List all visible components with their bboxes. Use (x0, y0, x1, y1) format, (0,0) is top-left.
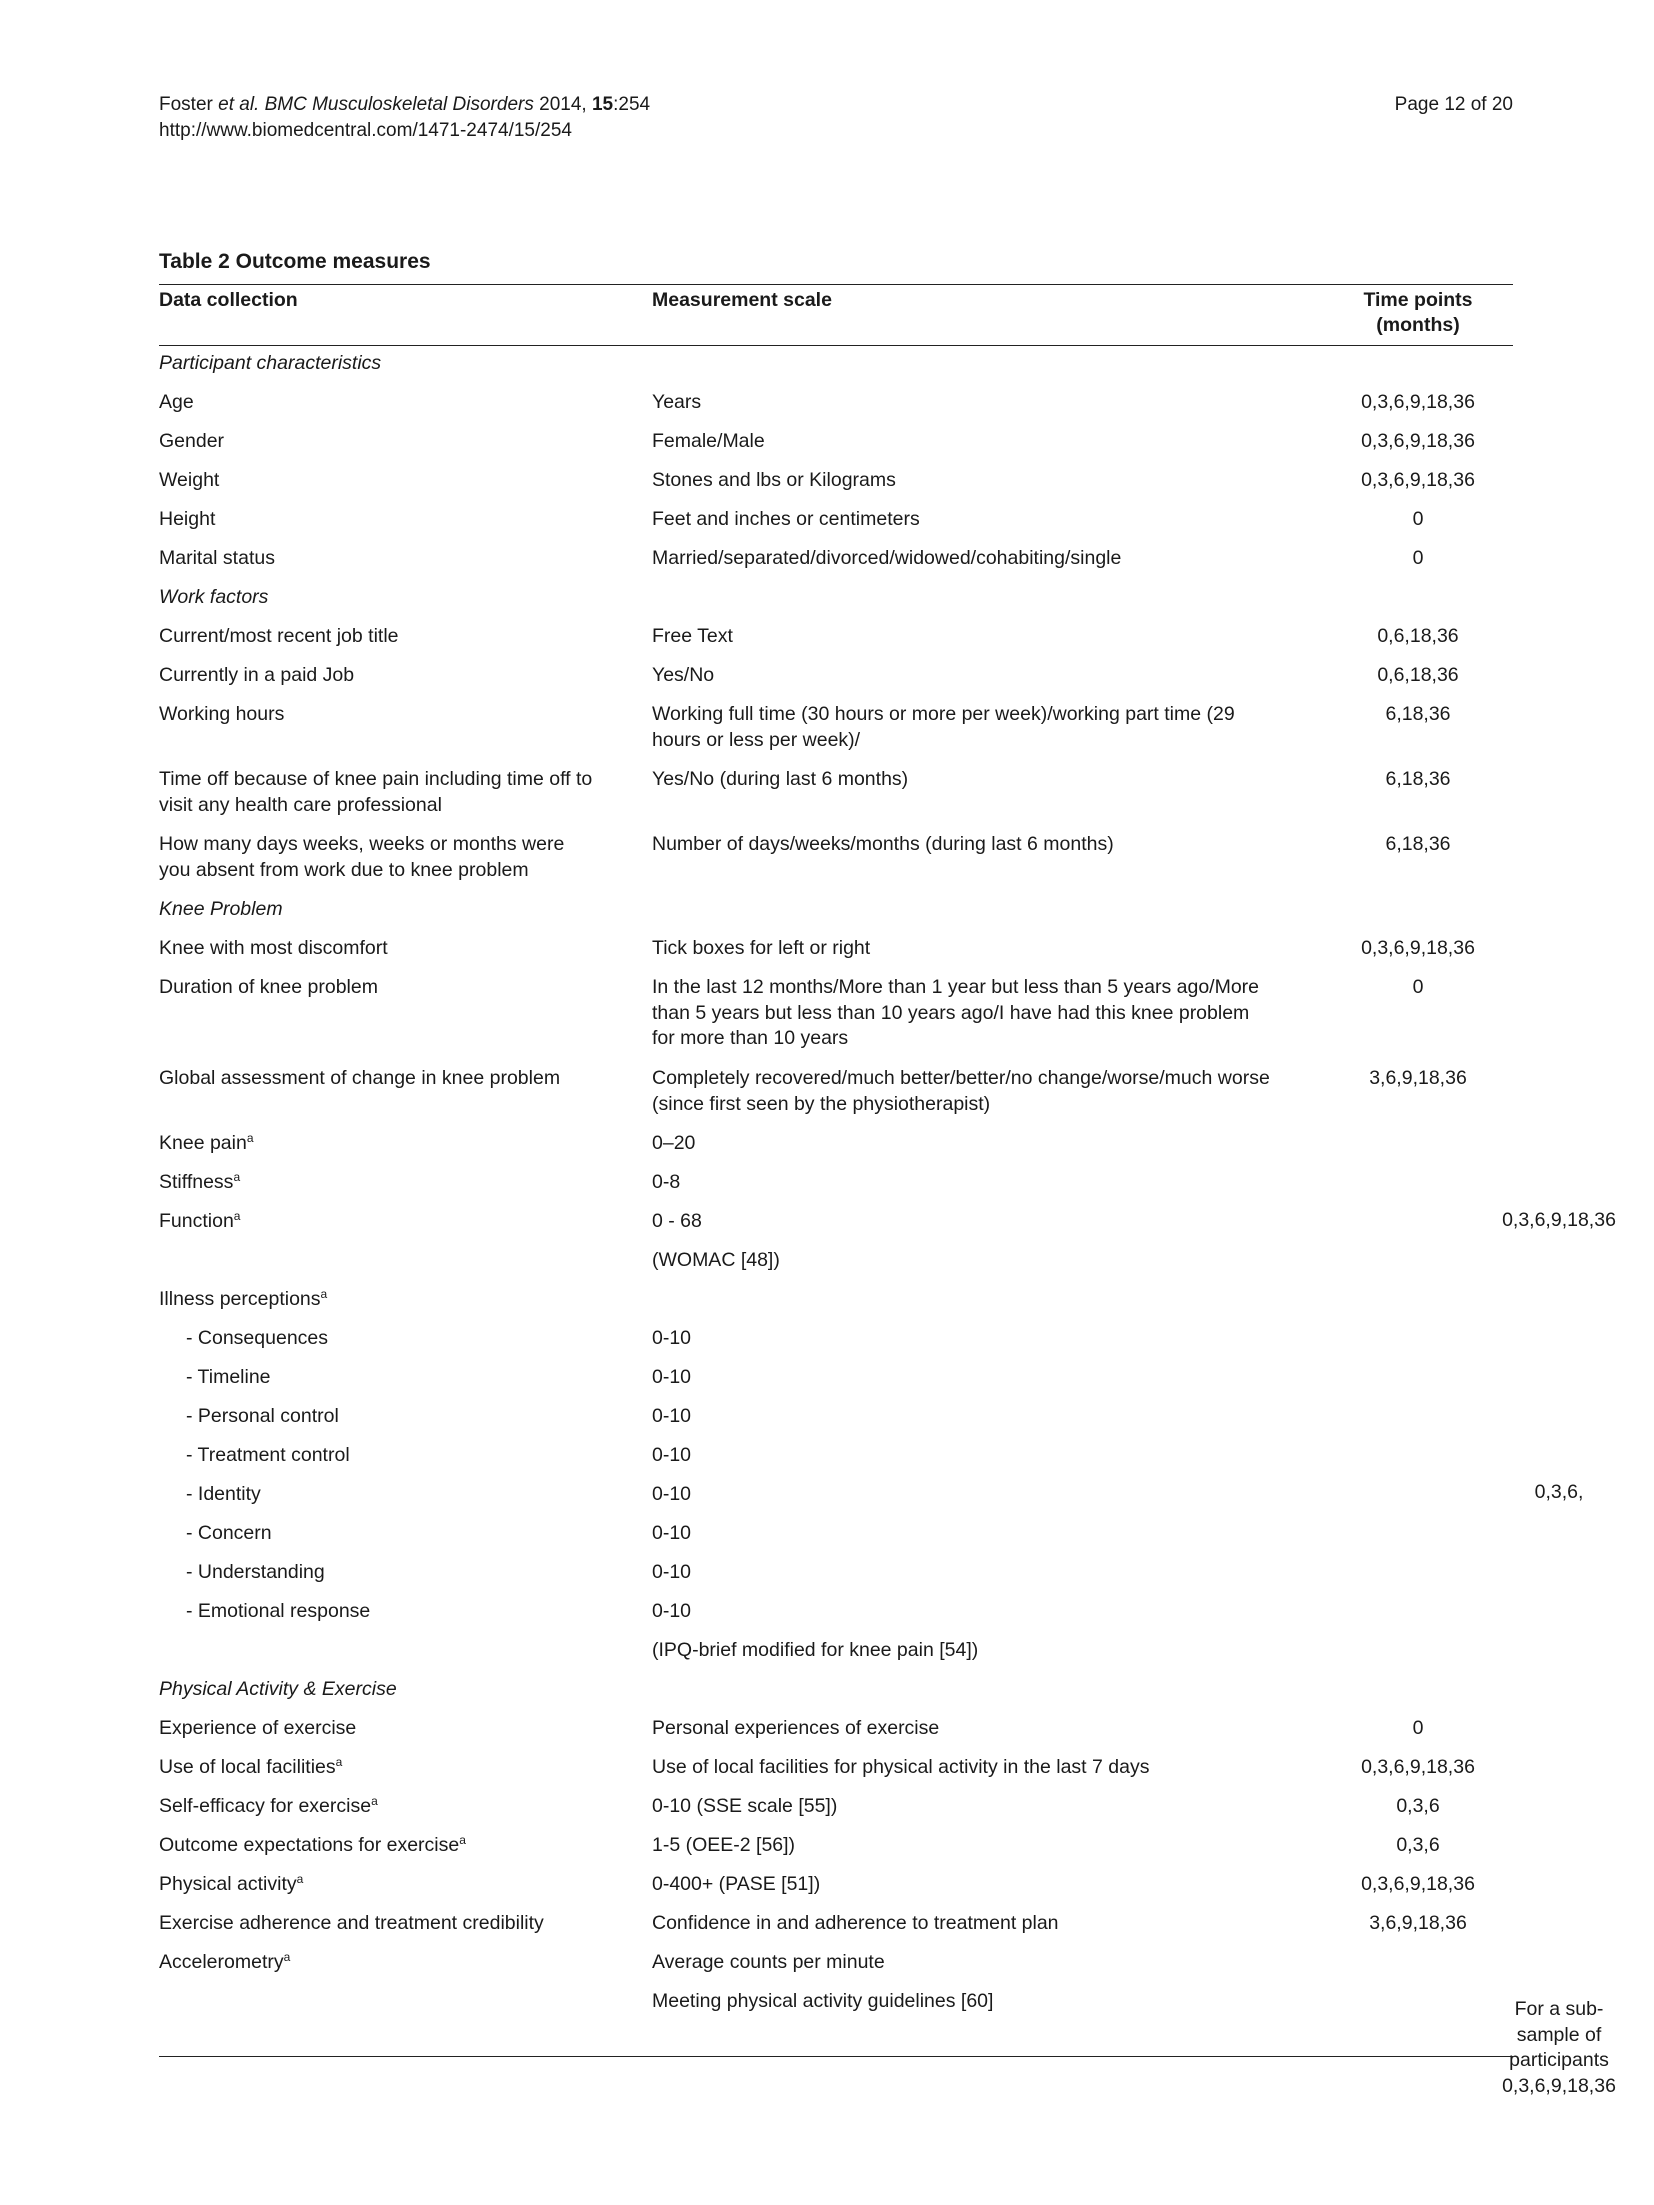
table-row (159, 1482, 1513, 1521)
cell-measurement-scale: (IPQ-brief modified for knee pain [54]) (652, 1639, 979, 1661)
cell-data-collection (159, 975, 599, 1001)
cell-data-collection (159, 585, 599, 611)
table-row (159, 429, 1513, 468)
table-row (159, 1872, 1513, 1911)
cell-measurement-scale: 0-10 (652, 1327, 692, 1349)
table-row (159, 1599, 1513, 1638)
cell-data-collection (159, 429, 599, 455)
footnote-marker: a (335, 1755, 343, 1769)
cell-data-collection (159, 936, 599, 962)
ipq-time-points: 0,3,6, (1534, 1481, 1584, 1503)
cell-data-collection (159, 624, 599, 650)
cell-data-collection (159, 1560, 599, 1586)
cell-time-points: 0,6,18,36 (1377, 664, 1459, 686)
footnote-marker: a (246, 1131, 254, 1145)
footnote-marker: a (233, 1209, 241, 1223)
cell-text: Physical Activity & Exercise (159, 1678, 397, 1700)
cell-text: Participant characteristics (159, 352, 382, 374)
cell-data-collection (159, 1872, 599, 1898)
cell-time-points: 0,3,6,9,18,36 (1361, 937, 1475, 959)
table-row (159, 1521, 1513, 1560)
table-row (159, 390, 1513, 429)
cell-time-points: 0 (1412, 508, 1424, 530)
cell-time-points: 0 (1412, 1717, 1424, 1739)
article-url[interactable]: http://www.biomedcentral.com/1471-2474/15/254 (159, 120, 572, 141)
cell-measurement-scale: 0 - 68 (652, 1210, 702, 1232)
cell-text: - Understanding (186, 1561, 325, 1583)
cell-time-points: 6,18,36 (1385, 768, 1451, 790)
cell-time-points: 0,3,6,9,18,36 (1361, 469, 1475, 491)
cell-measurement-scale: 0-10 (652, 1366, 692, 1388)
cell-text: - Timeline (186, 1366, 271, 1388)
table-row (159, 1443, 1513, 1482)
cell-time-points: 0,6,18,36 (1377, 625, 1459, 647)
cell-data-collection (159, 767, 599, 818)
cell-time-points: 0 (1412, 976, 1424, 998)
cell-text: Self-efficacy for exercise (159, 1795, 372, 1817)
cell-measurement-scale: 0-10 (652, 1444, 692, 1466)
cell-text: Accelerometry (159, 1951, 284, 1973)
cell-data-collection (159, 1716, 599, 1742)
page-number: Page 12 of 20 (1394, 94, 1513, 115)
cell-data-collection (159, 390, 599, 416)
cell-data-collection (159, 702, 599, 728)
table-row (159, 1950, 1513, 1989)
citation-journal: et al. BMC Musculoskeletal Disorders (218, 94, 534, 115)
cell-data-collection (159, 507, 599, 533)
cell-data-collection (159, 1326, 599, 1352)
table-row (159, 1131, 1513, 1170)
table-row (159, 663, 1513, 702)
cell-measurement-scale: Use of local facilities for physical activity in the last 7 days (652, 1756, 1150, 1778)
accelerometry-time-points: For a sub-sample of participants 0,3,6,9,18,36 (1502, 1998, 1616, 2097)
table-header-rule (159, 345, 1513, 346)
cell-text: Current/most recent job title (159, 625, 399, 647)
cell-measurement-scale: Completely recovered/much better/better/no change/worse/much worse (since first seen by the physiotherapist) (652, 1067, 1270, 1115)
cell-text: Working hours (159, 703, 285, 725)
citation-authors: Foster (159, 94, 219, 115)
table-row (159, 1755, 1513, 1794)
cell-text: - Concern (186, 1522, 272, 1544)
cell-text: Knee Problem (159, 898, 283, 920)
cell-text: Global assessment of change in knee problem (159, 1067, 561, 1089)
table-row (159, 1365, 1513, 1404)
cell-text: - Identity (186, 1483, 261, 1505)
cell-data-collection (159, 1677, 599, 1703)
womac-time-points: 0,3,6,9,18,36 (1502, 1209, 1616, 1231)
table-row (159, 1794, 1513, 1833)
footnote-marker: a (459, 1833, 466, 1847)
cell-measurement-scale: Free Text (652, 625, 733, 647)
table-row (159, 624, 1513, 663)
cell-measurement-scale: 0-10 (652, 1561, 692, 1583)
citation-article: :254 (613, 94, 651, 115)
cell-time-points: 0 (1412, 547, 1424, 569)
cell-text: Weight (159, 469, 220, 491)
cell-data-collection (159, 897, 599, 923)
cell-data-collection (159, 351, 599, 377)
section-row (159, 351, 1513, 390)
cell-data-collection (159, 1170, 599, 1196)
cell-time-points: 0,3,6,9,18,36 (1361, 391, 1475, 413)
table-row (159, 1638, 1513, 1677)
cell-measurement-scale: Confidence in and adherence to treatment plan (652, 1912, 1059, 1934)
cell-time-points: 0,3,6,9,18,36 (1361, 1756, 1475, 1778)
cell-time-points: 3,6,9,18,36 (1369, 1912, 1467, 1934)
cell-measurement-scale: 0-10 (652, 1600, 692, 1622)
table-row (159, 1248, 1513, 1287)
cell-measurement-scale: Female/Male (652, 430, 765, 452)
table-bottom-rule (159, 2056, 1513, 2057)
cell-measurement-scale: In the last 12 months/More than 1 year but less than 5 years ago/More than 5 years but less than 10 years ago/I have had this knee problem for more than 10 years (652, 976, 1260, 1049)
cell-measurement-scale: Tick boxes for left or right (652, 937, 871, 959)
section-row (159, 585, 1513, 624)
table-row (159, 1560, 1513, 1599)
cell-text: Age (159, 391, 194, 413)
cell-text: Stiffness (159, 1171, 234, 1193)
cell-measurement-scale: 0–20 (652, 1132, 696, 1154)
cell-text: Knee with most discomfort (159, 937, 388, 959)
cell-measurement-scale: 0-8 (652, 1171, 681, 1193)
cell-measurement-scale: Number of days/weeks/months (during last 6 months) (652, 833, 1114, 855)
table-row (159, 1404, 1513, 1443)
cell-measurement-scale: 0-10 (652, 1522, 692, 1544)
cell-text: Physical activity (159, 1873, 297, 1895)
cell-time-points: 6,18,36 (1385, 703, 1451, 725)
cell-data-collection (159, 1521, 599, 1547)
cell-measurement-scale: 0-10 (652, 1483, 692, 1505)
cell-text: Outcome expectations for exercise (159, 1834, 460, 1856)
cell-text: Illness perceptions (159, 1288, 321, 1310)
cell-measurement-scale: Yes/No (652, 664, 715, 686)
cell-data-collection (159, 1833, 599, 1859)
cell-text: - Emotional response (186, 1600, 371, 1622)
cell-text: - Consequences (186, 1327, 329, 1349)
table-row (159, 975, 1513, 1066)
cell-text: Gender (159, 430, 225, 452)
column-header-time-points: Time points (months) (1363, 289, 1473, 336)
table-row (159, 702, 1513, 767)
cell-time-points: 6,18,36 (1385, 833, 1451, 855)
cell-data-collection (159, 1066, 599, 1092)
table-row (159, 1170, 1513, 1209)
table-row (159, 1833, 1513, 1872)
table-row (159, 1716, 1513, 1755)
cell-text: Knee pain (159, 1132, 247, 1154)
cell-time-points: 3,6,9,18,36 (1369, 1067, 1467, 1089)
cell-text: Time off because of knee pain including time off to visit any health care professional (159, 768, 593, 816)
cell-data-collection (159, 1755, 599, 1781)
cell-text: Function (159, 1210, 234, 1232)
table-row (159, 1326, 1513, 1365)
table-row (159, 507, 1513, 546)
cell-data-collection (159, 832, 599, 883)
table-row (159, 936, 1513, 975)
table-row (159, 1287, 1513, 1326)
footnote-marker: a (283, 1950, 291, 1964)
cell-data-collection (159, 663, 599, 689)
cell-measurement-scale: 0-10 (SSE scale [55]) (652, 1795, 838, 1817)
cell-data-collection (159, 1599, 599, 1625)
table-row (159, 1989, 1513, 2028)
cell-data-collection (159, 1404, 599, 1430)
cell-text: Height (159, 508, 216, 530)
footnote-marker: a (296, 1872, 304, 1886)
cell-data-collection (159, 1911, 599, 1937)
cell-data-collection (159, 1443, 599, 1469)
column-header-measurement-scale: Measurement scale (652, 289, 832, 311)
cell-text: Marital status (159, 547, 275, 569)
cell-data-collection (159, 1950, 599, 1976)
cell-measurement-scale: Average counts per minute (652, 1951, 885, 1973)
cell-data-collection (159, 1131, 599, 1157)
cell-text: Experience of exercise (159, 1717, 357, 1739)
cell-text: - Personal control (186, 1405, 339, 1427)
footnote-marker: a (320, 1287, 328, 1301)
cell-data-collection (159, 1365, 599, 1391)
cell-measurement-scale: Married/separated/divorced/widowed/cohabiting/single (652, 547, 1122, 569)
footnote-marker: a (233, 1170, 241, 1184)
table-top-rule (159, 284, 1513, 285)
cell-data-collection (159, 1209, 599, 1235)
table-header (159, 288, 1513, 344)
cell-time-points: 0,3,6 (1396, 1834, 1440, 1856)
table-row (159, 1066, 1513, 1131)
citation-year: 2014, (533, 94, 592, 115)
cell-text: Exercise adherence and treatment credibility (159, 1912, 544, 1934)
cell-text: - Treatment control (186, 1444, 350, 1466)
citation (159, 92, 650, 118)
section-row (159, 897, 1513, 936)
cell-text: Work factors (159, 586, 269, 608)
cell-text: Duration of knee problem (159, 976, 378, 998)
cell-data-collection (159, 546, 599, 572)
cell-measurement-scale: Years (652, 391, 702, 413)
table-row (159, 1209, 1513, 1248)
cell-text: Currently in a paid Job (159, 664, 355, 686)
cell-measurement-scale: 0-10 (652, 1405, 692, 1427)
footnote-marker: a (371, 1794, 378, 1808)
cell-text: Use of local facilities (159, 1756, 336, 1778)
cell-measurement-scale: Feet and inches or centimeters (652, 508, 920, 530)
cell-data-collection (159, 1482, 599, 1508)
table-row (159, 546, 1513, 585)
table-title: Table 2 Outcome measures (159, 250, 431, 273)
cell-time-points: 0,3,6 (1396, 1795, 1440, 1817)
cell-measurement-scale: 1-5 (OEE-2 [56]) (652, 1834, 796, 1856)
cell-measurement-scale: 0-400+ (PASE [51]) (652, 1873, 821, 1895)
table-row (159, 767, 1513, 832)
cell-time-points: 0,3,6,9,18,36 (1361, 1873, 1475, 1895)
cell-measurement-scale: (WOMAC [48]) (652, 1249, 780, 1271)
table-row (159, 468, 1513, 507)
citation-volume: 15 (591, 94, 614, 115)
cell-data-collection (159, 1794, 599, 1820)
cell-measurement-scale: Personal experiences of exercise (652, 1717, 940, 1739)
cell-measurement-scale: Meeting physical activity guidelines [60] (652, 1990, 994, 2012)
table-row (159, 1911, 1513, 1950)
cell-data-collection (159, 468, 599, 494)
section-row (159, 1677, 1513, 1716)
cell-text: How many days weeks, weeks or months were you absent from work due to knee problem (159, 833, 565, 881)
table-row (159, 832, 1513, 897)
cell-measurement-scale: Yes/No (during last 6 months) (652, 768, 909, 790)
cell-time-points: 0,3,6,9,18,36 (1361, 430, 1475, 452)
cell-measurement-scale: Stones and lbs or Kilograms (652, 469, 896, 491)
cell-measurement-scale: Working full time (30 hours or more per week)/working part time (29 hours or less per week)/ (652, 703, 1235, 751)
cell-data-collection (159, 1287, 599, 1313)
column-header-data-collection: Data collection (159, 289, 298, 311)
